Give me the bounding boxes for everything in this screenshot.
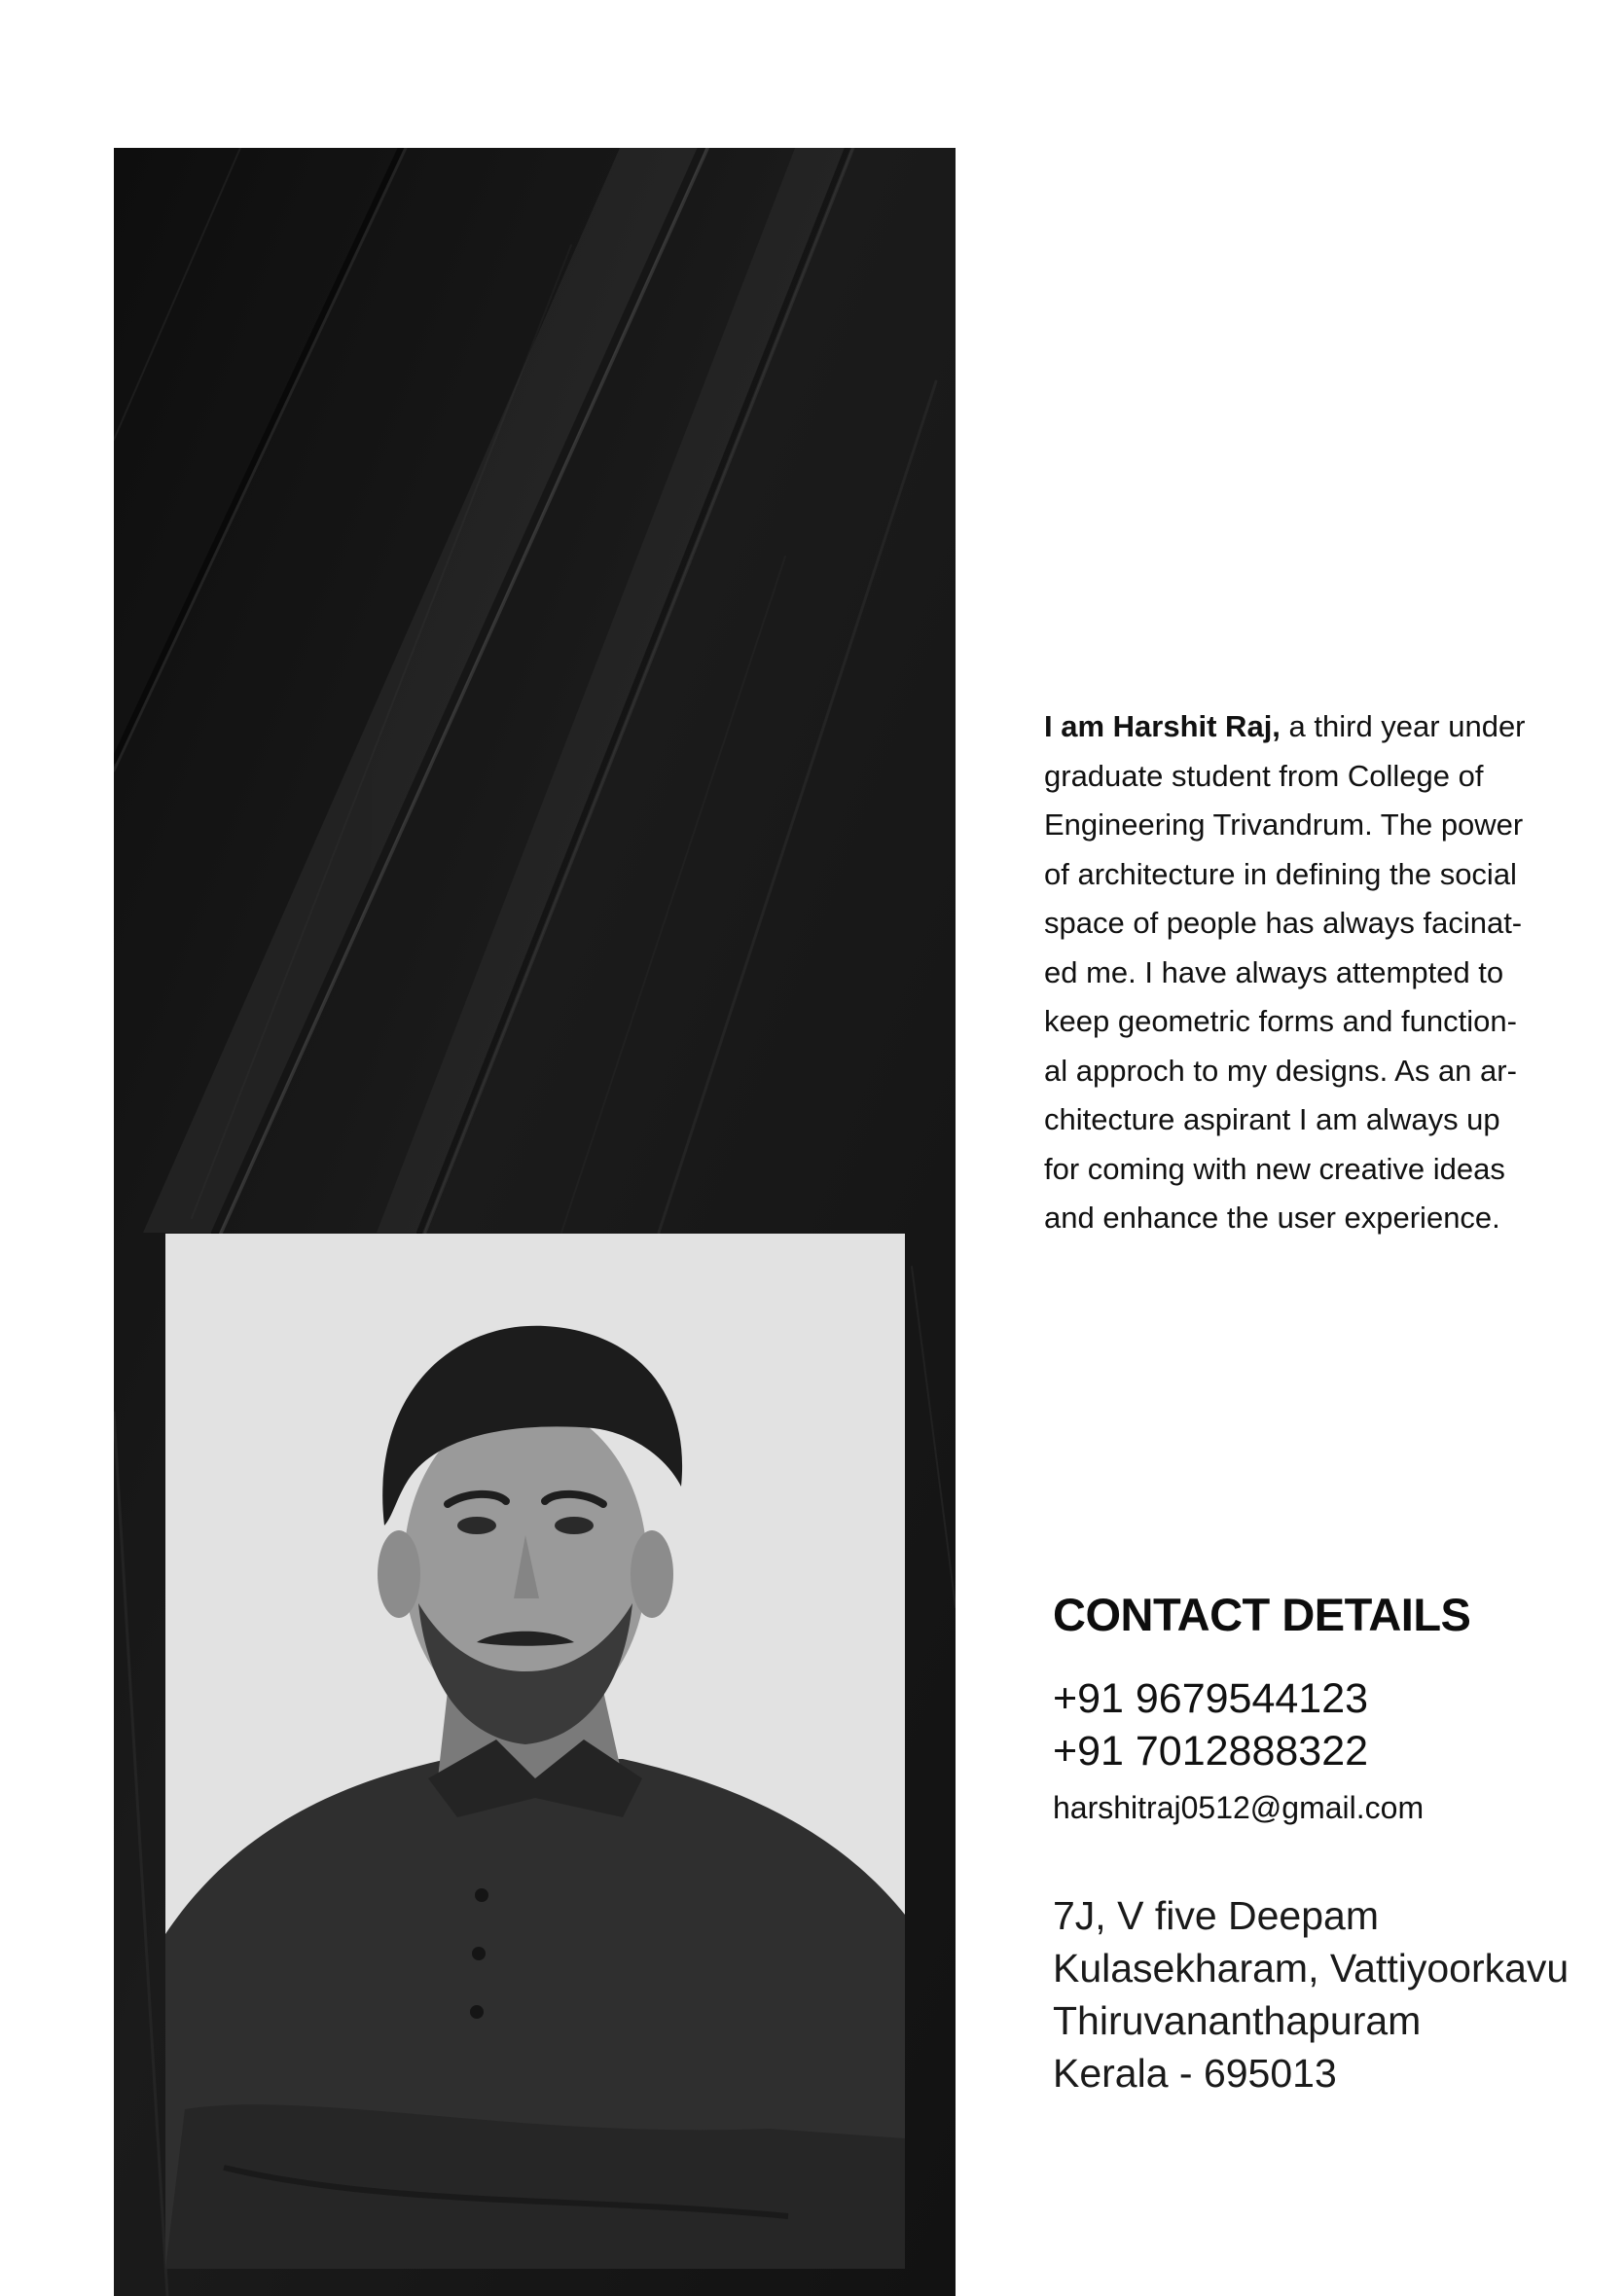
- intro-line-1: [1044, 702, 1570, 752]
- intro-line: graduate student from College of: [1044, 758, 1484, 793]
- intro-line: ed me. I have always attempted to: [1044, 954, 1504, 989]
- phone-number-secondary[interactable]: +91 7012888322: [1053, 1728, 1369, 1775]
- intro-lead: I am Harshit Raj,: [1044, 709, 1281, 743]
- postal-address: [1053, 1889, 1569, 2099]
- phone-number-primary[interactable]: +91 9679544123: [1053, 1675, 1369, 1722]
- intro-line-1-text: a third year under: [1280, 709, 1526, 743]
- contact-heading: CONTACT DETAILS: [1053, 1589, 1471, 1640]
- portrait-image: [165, 1234, 905, 2269]
- intro-line: for coming with new creative ideas: [1044, 1151, 1505, 1186]
- intro-paragraph: [1044, 702, 1570, 1243]
- intro-line: and enhance the user experience.: [1044, 1201, 1500, 1235]
- intro-line: space of people has always facinat-: [1044, 906, 1523, 940]
- address-line: Kerala - 695013: [1053, 2051, 1337, 2096]
- portrait-photo: [165, 1234, 905, 2269]
- email-address[interactable]: harshitraj0512@gmail.com: [1053, 1790, 1425, 1825]
- intro-line: chitecture aspirant I am always up: [1044, 1102, 1500, 1136]
- address-line: Thiruvananthapuram: [1053, 1998, 1422, 2043]
- intro-line: Engineering Trivandrum. The power: [1044, 807, 1524, 842]
- intro-line: al approch to my designs. As an ar-: [1044, 1053, 1517, 1088]
- address-line: Kulasekharam, Vattiyoorkavu: [1053, 1946, 1570, 1991]
- intro-line: of architecture in defining the social: [1044, 856, 1517, 891]
- address-line: 7J, V five Deepam: [1053, 1893, 1379, 1938]
- intro-line: keep geometric forms and function-: [1044, 1004, 1517, 1038]
